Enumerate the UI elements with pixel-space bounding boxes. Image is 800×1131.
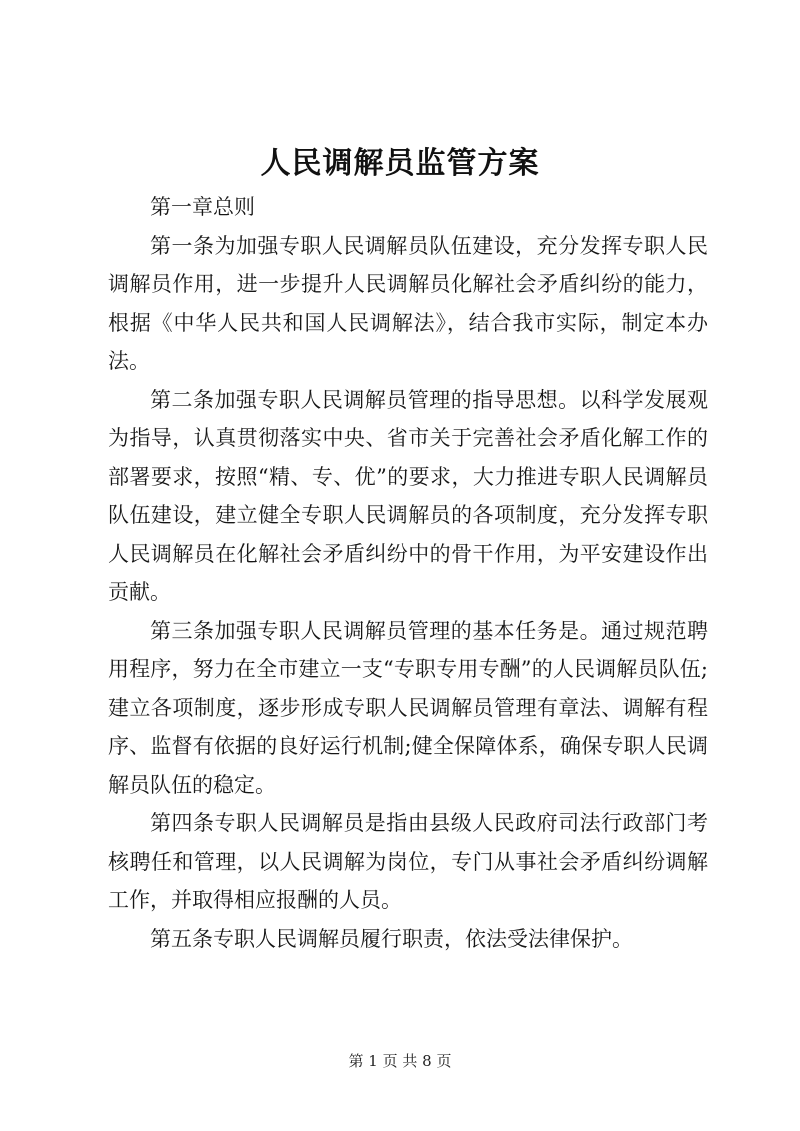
chapter-heading: 第一章总则 [150, 195, 255, 219]
article-4-paragraph: 第四条专职人民调解员是指由县级人民政府司法行政部门考核聘任和管理，以人民调解为岗位，专门从事社会矛盾纠纷调解工作，并取得相应报酬的人员。 [108, 811, 708, 912]
page-number-indicator: 第 1 页 共 8 页 [348, 1052, 452, 1070]
page-footer [0, 1050, 800, 1071]
article-3-paragraph: 第三条加强专职人民调解员管理的基本任务是。通过规范聘用程序，努力在全市建立一支“专职专用专酬”的人民调解员队伍;建立各项制度，逐步形成专职人民调解员管理有章法、调解有程序、监督有依据的良好运行机制;健全保障体系，确保专职人民调解员队伍的稳定。 [108, 618, 708, 797]
article-2-paragraph: 第二条加强专职人民调解员管理的指导思想。以科学发展观为指导，认真贯彻落实中央、省市关于完善社会矛盾化解工作的部署要求，按照“精、专、优”的要求，大力推进专职人民调解员队伍建设，建立健全专职人民调解员的各项制度，充分发挥专职人民调解员在化解社会矛盾纠纷中的骨干作用，为平安建设作出贡献。 [108, 387, 708, 604]
article-5-paragraph: 第五条专职人民调解员履行职责，依法受法律保护。 [150, 926, 633, 951]
document-body [108, 188, 708, 958]
article-1-paragraph: 第一条为加强专职人民调解员队伍建设，充分发挥专职人民调解员作用，进一步提升人民调解员化解社会矛盾纠纷的能力，根据《中华人民共和国人民调解法》，结合我市实际，制定本办法。 [108, 233, 708, 373]
document-title: 人民调解员监管方案 [260, 146, 540, 181]
